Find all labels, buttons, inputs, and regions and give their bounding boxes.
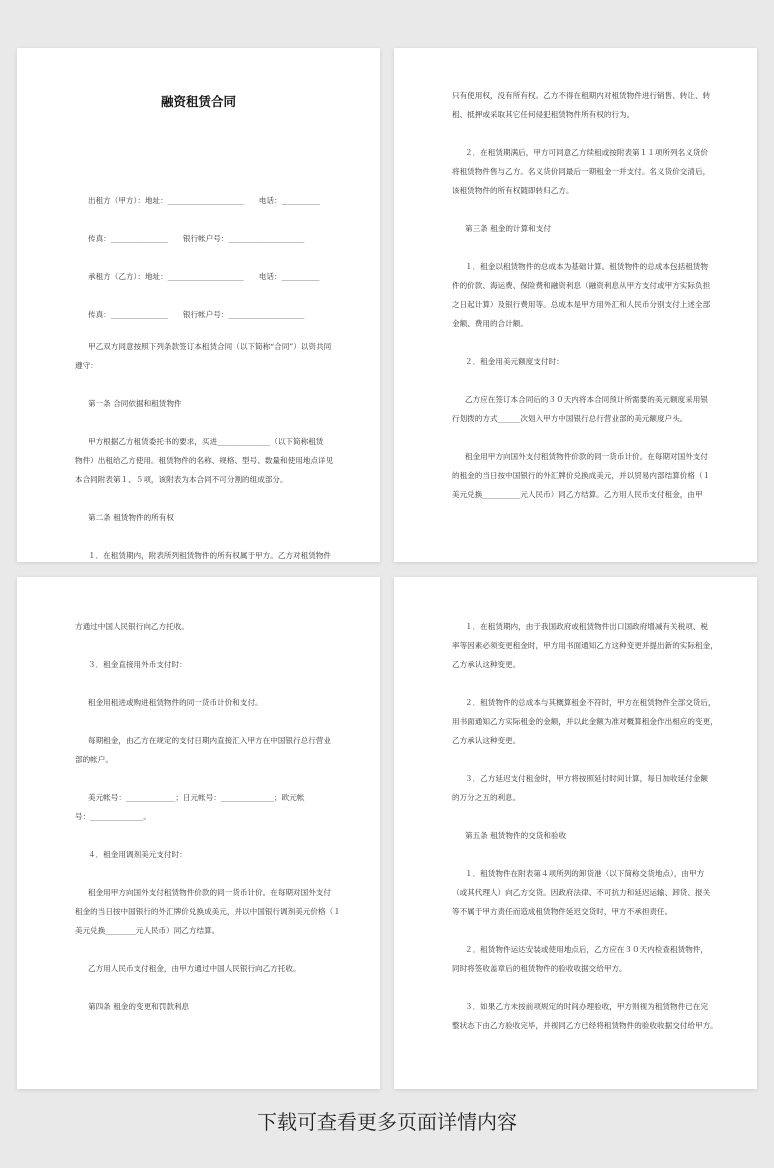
- paragraph-line: 该租赁物件的所有权随即转归乙方。: [452, 186, 574, 195]
- paragraph-line: 用书面通知乙方实际租金的金额，并以此金额为准对概算租金作出相应的变更，: [452, 717, 718, 726]
- paragraph-line: １．在租赁期内，附表所列租赁物件的所有权属于甲方。乙方对租赁物件: [88, 551, 331, 560]
- paragraph-line: ４．租金用调剂美元支付时：: [88, 850, 187, 859]
- document-page-1: [17, 48, 380, 562]
- article-heading: 第四条 租金的变更和罚款利息: [88, 1002, 190, 1011]
- paragraph-line: 每期租金，由乙方在规定的支付日期内直接汇入甲方在中国银行总行营业: [88, 736, 331, 745]
- paragraph-line: 同时将签收盖章后的租赁物件的验收收据交给甲方。: [452, 964, 627, 973]
- paragraph-line: 的租金的当日按中国银行的外汇牌价兑换成美元，并以贸易内部结算价格（１: [452, 471, 711, 480]
- paragraph-line: ３．乙方延迟支付租金时，甲方将按照延付时间计算，每日加收延付金额: [465, 774, 708, 783]
- paragraph-line: 美元兑换__________元人民币）同乙方结算。乙方用人民币支付租金，由甲: [452, 490, 703, 499]
- paragraph-line: 行划拨的方式______次划入甲方中国银行总行营业部的美元额度户头。: [452, 414, 688, 423]
- paragraph-line: 部的帐户。: [75, 755, 113, 764]
- article-heading: 第二条 租赁物件的所有权: [88, 513, 174, 522]
- paragraph-line: 方通过中国人民银行向乙方托收。: [75, 622, 189, 631]
- paragraph-line: ３．租金直接用外币支付时：: [88, 660, 187, 669]
- article-heading: 第五条 租赁物件的交货和验收: [465, 831, 567, 840]
- paragraph-line: 只有使用权，没有所有权。乙方不得在租期内对租赁物件进行销售、转让、转: [452, 91, 711, 100]
- document-page-3: [17, 577, 380, 1089]
- paragraph-line: 整状态下由乙方验收完毕，并视同乙方已经将租赁物件的验收收据交付给甲方。: [452, 1021, 718, 1030]
- paragraph-line: 件的价款、海运费、保险费和融资利息（融资利息从甲方支付或甲方实际负担: [452, 281, 711, 290]
- lessee-address-line: 承租方（乙方）：地址：____________________ 电话：__________: [88, 272, 320, 281]
- lessor-address-line: 出租方（甲方）：地址：____________________ 电话：__________: [88, 196, 320, 205]
- paragraph-line: 遵守：: [75, 361, 98, 370]
- paragraph-line: 号：______________。: [75, 812, 151, 821]
- paragraph-line: 本合同附表第１、５项，该附表为本合同不可分割的组成部分。: [75, 475, 288, 484]
- article-heading: 第一条 合同依据和租赁物件: [88, 399, 182, 408]
- paragraph-line: 金额、费用的合计额。: [452, 319, 528, 328]
- contract-title: 融资租赁合同: [160, 94, 236, 109]
- paragraph-line: ２．租金用美元额度支付时：: [465, 357, 564, 366]
- paragraph-line: 租金用租进或购进租赁物件的同一货币计价和支付。: [88, 698, 263, 707]
- paragraph-line: 甲方根据乙方租赁委托书的要求，买进______________（以下简称租赁: [88, 437, 324, 446]
- paragraph-line: １．在租赁期内，由于我国政府或租赁物件出口国政府增减有关税项、税: [465, 622, 708, 631]
- paragraph-line: 甲乙双方同意按照下列条款签订本租赁合同（以下简称“合同”）以资共同: [88, 342, 332, 351]
- paragraph-line: 乙方用人民币支付租金，由甲方通过中国人民银行向乙方托收。: [88, 964, 301, 973]
- paragraph-line: 乙方承认这种变更。: [452, 736, 521, 745]
- paragraph-line: 美元帐号：_____________；日元帐号：______________；欧元帐: [88, 793, 305, 802]
- paragraph-line: 的万分之五的利息。: [452, 793, 521, 802]
- paragraph-line: 之日起计算）及银行费用等。总成本是甲方用外汇和人民币分别支付上述全部: [452, 300, 711, 309]
- document-page-2: [394, 48, 757, 562]
- paragraph-line: 租、抵押或采取其它任何侵犯租赁物件所有权的行为。: [452, 110, 635, 119]
- paragraph-line: 率等因素必须变更租金时，甲方用书面通知乙方这种变更并提出新的实际租金，: [452, 641, 718, 650]
- document-page-4: [394, 577, 757, 1089]
- paragraph-line: 租金用甲方向国外支付租赁物件价款的同一货币计价。在每期对国外支付: [465, 452, 708, 461]
- paragraph-line: 乙方承认这种变更。: [452, 660, 521, 669]
- paragraph-line: ２．租赁物件运达安装或使用地点后，乙方应在３０天内检查租赁物件，: [465, 945, 708, 954]
- paragraph-line: 租金用甲方向国外支付租赁物件价款的同一货币计价。在每期对国外支付: [88, 888, 331, 897]
- paragraph-line: １．租赁物件在附表第４项所列的卸货港（以下简称交货地点），由甲方: [465, 869, 705, 878]
- paragraph-line: ２．租赁物件的总成本与其概算租金不符时，甲方在租赁物件全部交货后，: [465, 698, 716, 707]
- paragraph-line: 乙方应在签订本合同后的３０天内将本合同预计所需要的美元额度采用银: [465, 395, 708, 404]
- paragraph-line: 将租赁物件售与乙方。名义货价同最后一期租金一并支付。名义货价交清后，: [452, 167, 711, 176]
- download-more-text[interactable]: 下载可查看更多页面详情内容: [257, 1110, 517, 1134]
- lessee-fax-line: 传真：_______________ 银行帐户号：____________________: [88, 310, 305, 319]
- paragraph-line: ２．在租赁期满后，甲方可同意乙方续租或按附表第１１项所列名义货价: [465, 148, 708, 157]
- paragraph-line: ３．如果乙方未按前项规定的时间办理验收，甲方则视为租赁物件已在完: [465, 1002, 708, 1011]
- paragraph-line: 租金的当日按中国银行的外汇牌价兑换成美元，并以中国银行调剂美元价格（１: [75, 907, 341, 916]
- paragraph-line: （或其代理人）向乙方交货。因政府法律、不可抗力和延迟运输、卸货、报关: [452, 888, 711, 897]
- paragraph-line: 物件）出租给乙方使用。租赁物件的名称、规格、型号、数量和使用地点详见: [75, 456, 334, 465]
- lessor-fax-line: 传真：_______________ 银行帐户号：____________________: [88, 234, 305, 243]
- paragraph-line: １．租金以租赁物件的总成本为基础计算。租赁物件的总成本包括租赁物: [465, 262, 708, 271]
- paragraph-line: 等不属于甲方责任而造成租赁物件延迟交货时，甲方不承担责任。: [452, 907, 673, 916]
- article-heading: 第三条 租金的计算和支付: [465, 224, 551, 233]
- paragraph-line: 美元兑换________元人民币）同乙方结算。: [75, 926, 220, 935]
